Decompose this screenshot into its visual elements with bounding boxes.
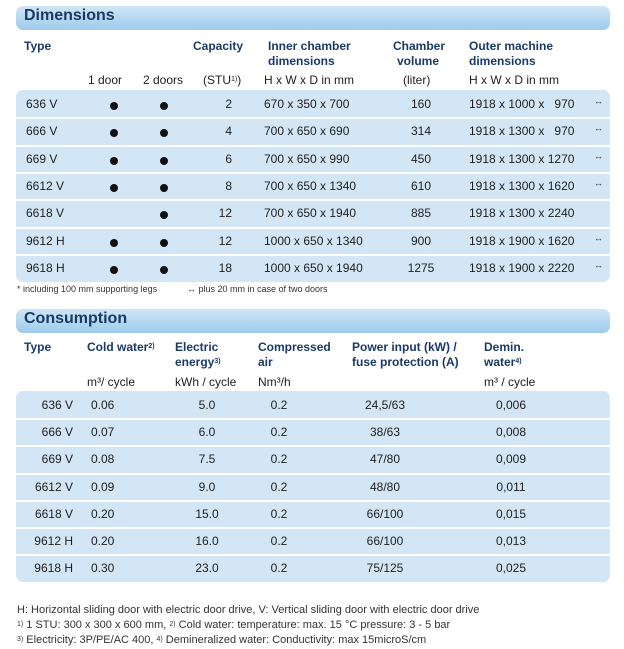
dim-cell-type: 669 V (26, 152, 58, 166)
con-cell-cold-water: 0.30 (91, 561, 115, 575)
one-door-dot-icon (110, 239, 118, 247)
dim-header-inner-2: dimensions (268, 54, 335, 68)
con-cell-demin: 0,011 (496, 480, 526, 494)
dim-cell-capacity: 18 (218, 261, 232, 275)
con-cell-air: 0.2 (270, 561, 288, 575)
con-cell-power: 24,5/63 (364, 398, 406, 412)
one-door-dot-icon (110, 129, 118, 137)
double-arrow-icon: ↔ (594, 260, 603, 270)
dim-cell-inner: 1000 x 650 x 1940 (264, 261, 363, 275)
dim-header-capacity: Capacity (193, 39, 244, 53)
con-cell-energy: 5.0 (198, 398, 216, 412)
con-cell-demin: 0,008 (495, 425, 527, 439)
con-header-demin-2: water$^{4)}$ (484, 355, 522, 369)
con-header-cold-water: Cold water$^{2)}$ (87, 340, 155, 354)
two-doors-dot-icon (160, 266, 168, 274)
dimensions-row (16, 146, 610, 171)
dim-cell-capacity: 12 (218, 234, 232, 248)
con-cell-cold-water: 0.20 (91, 534, 115, 548)
consumption-row (16, 555, 610, 580)
one-door-dot-icon (110, 157, 118, 165)
dim-header-outer-unit: H x W x D in mm (469, 73, 559, 87)
note-electricity-demin: $^{3)}$ Electricity: 3P/PE/AC 400, $^{4)}$ Demineralized water: Conductivity: max 15microS/cm (17, 634, 427, 646)
con-cell-air: 0.2 (270, 480, 288, 494)
dim-footnote-two-doors: ↔ plus 20 mm in case of two doors (187, 284, 328, 294)
consumption-row (16, 501, 610, 526)
con-cell-demin: 0,013 (495, 534, 527, 548)
dim-header-stu-unit: (STU$^{1)}$) (203, 73, 242, 87)
con-cell-energy: 16.0 (195, 534, 219, 548)
con-cell-type: 9612 H (34, 534, 73, 548)
con-cell-cold-water: 0.09 (91, 480, 115, 494)
double-arrow-icon: ↔ (594, 123, 603, 133)
dimensions-row (16, 91, 610, 116)
con-header-electric-2: energy$^{3)}$ (175, 355, 221, 369)
dim-header-one-door: 1 door (88, 73, 123, 87)
con-cell-power: 38/63 (369, 425, 401, 439)
con-header-power-1: Power input (kW) / (352, 340, 457, 354)
dim-cell-capacity: 4 (225, 124, 232, 138)
con-cell-cold-water: 0.06 (91, 398, 115, 412)
dim-cell-capacity: 2 (225, 97, 232, 111)
con-header-demin-1: Demin. (484, 340, 525, 354)
two-doors-dot-icon (160, 157, 168, 165)
dim-cell-volume: 314 (410, 124, 432, 138)
dim-cell-type: 666 V (26, 124, 58, 138)
dim-cell-volume: 1275 (407, 261, 435, 275)
consumption-row (16, 419, 610, 444)
dim-footnote-legs: * including 100 mm supporting legs (17, 284, 158, 294)
dim-cell-inner: 1000 x 650 x 1340 (264, 234, 363, 248)
con-cell-power: 47/80 (369, 452, 401, 466)
con-cell-demin: 0,015 (495, 507, 527, 521)
two-doors-dot-icon (160, 239, 168, 247)
con-cell-air: 0.2 (270, 452, 288, 466)
con-cell-air: 0.2 (270, 398, 288, 412)
dim-cell-volume: 885 (410, 206, 432, 220)
double-arrow-icon: ↔ (594, 233, 603, 243)
dim-cell-outer: 1918 x 1300 x 970 (469, 124, 575, 138)
con-cell-air: 0.2 (270, 507, 288, 521)
dim-cell-inner: 670 x 350 x 700 (264, 97, 350, 111)
con-header-air-2: air (258, 355, 273, 369)
consumption-header-bar (16, 309, 610, 333)
dim-cell-volume: 160 (410, 97, 432, 111)
consumption-row (16, 446, 610, 471)
con-cell-type: 636 V (41, 398, 73, 412)
dim-cell-outer: 1918 x 1000 x 970 (469, 97, 575, 111)
dim-header-outer-1: Outer machine (469, 39, 554, 53)
dim-cell-capacity: 6 (225, 152, 232, 166)
dim-cell-type: 636 V (26, 97, 58, 111)
dim-cell-capacity: 12 (218, 206, 232, 220)
dim-cell-inner: 700 x 650 x 1940 (264, 206, 357, 220)
con-cell-cold-water: 0.08 (91, 452, 115, 466)
dim-header-volume-unit: (liter) (403, 73, 431, 87)
dim-header-inner-1: Inner chamber (268, 39, 351, 53)
two-doors-dot-icon (160, 129, 168, 137)
con-cell-power: 66/100 (366, 507, 404, 521)
con-header-demin-unit: m³ / cycle (484, 375, 536, 389)
dim-cell-outer: 1918 x 1300 x 1270 (469, 152, 575, 166)
double-arrow-icon: ↔ (594, 151, 603, 161)
con-cell-cold-water: 0.20 (91, 507, 115, 521)
con-header-power-2: fuse protection (A) (352, 355, 459, 369)
dim-cell-type: 9612 H (26, 234, 65, 248)
dimensions-title: Dimensions (24, 7, 115, 24)
consumption-row (16, 474, 610, 499)
con-cell-air: 0.2 (270, 534, 288, 548)
con-header-type: Type (24, 340, 52, 354)
dim-header-two-doors: 2 doors (143, 73, 184, 87)
con-header-air-unit: Nm³/h (258, 375, 291, 389)
dim-cell-inner: 700 x 650 x 690 (264, 124, 350, 138)
dim-header-inner-unit: H x W x D in mm (264, 73, 354, 87)
dimensions-row (16, 173, 610, 198)
con-header-air-1: Compressed (258, 340, 331, 354)
dim-header-volume-2: volume (397, 54, 440, 68)
dim-cell-volume: 450 (410, 152, 432, 166)
con-header-cold-unit: m³/ cycle (87, 375, 135, 389)
dim-cell-inner: 700 x 650 x 1340 (264, 179, 357, 193)
con-cell-energy: 6.0 (198, 425, 216, 439)
consumption-title: Consumption (24, 310, 128, 327)
con-cell-demin: 0,025 (495, 561, 527, 575)
dim-cell-type: 9618 H (26, 261, 65, 275)
con-cell-power: 48/80 (369, 480, 401, 494)
dim-cell-capacity: 8 (225, 179, 232, 193)
con-header-electric-unit: kWh / cycle (175, 375, 237, 389)
two-doors-dot-icon (160, 211, 168, 219)
con-cell-type: 6618 V (34, 507, 73, 521)
con-cell-type: 9618 H (34, 561, 73, 575)
one-door-dot-icon (110, 102, 118, 110)
con-cell-type: 6612 V (34, 480, 73, 494)
con-cell-energy: 9.0 (198, 480, 216, 494)
note-stu-cold-water: $^{1)}$ 1 STU: 300 x 300 x 600 mm, $^{2)}$ Cold water: temperature: max. 15 °C pressure: 3 - 5 bar (17, 619, 451, 631)
dim-header-outer-2: dimensions (469, 54, 536, 68)
dimensions-row (16, 228, 610, 253)
con-cell-demin: 0,009 (495, 452, 527, 466)
dim-header-type: Type (24, 39, 52, 53)
con-header-electric-1: Electric (175, 340, 219, 354)
con-cell-energy: 23.0 (195, 561, 219, 575)
dim-cell-outer: 1918 x 1900 x 1620 (469, 234, 575, 248)
dim-cell-volume: 610 (410, 179, 432, 193)
consumption-row (16, 528, 610, 553)
one-door-dot-icon (110, 184, 118, 192)
con-cell-energy: 15.0 (195, 507, 219, 521)
dim-header-volume-1: Chamber (393, 39, 446, 53)
dimensions-row (16, 118, 610, 143)
dimensions-header-bar (16, 6, 610, 30)
dim-cell-outer: 1918 x 1300 x 2240 (469, 206, 575, 220)
dim-cell-inner: 700 x 650 x 990 (264, 152, 350, 166)
con-cell-demin: 0,006 (495, 398, 527, 412)
con-cell-power: 66/100 (366, 534, 404, 548)
con-cell-air: 0.2 (270, 425, 288, 439)
dim-cell-type: 6618 V (26, 206, 65, 220)
two-doors-dot-icon (160, 184, 168, 192)
one-door-dot-icon (110, 266, 118, 274)
dim-cell-type: 6612 V (26, 179, 65, 193)
con-cell-power: 75/125 (366, 561, 404, 575)
dim-cell-outer: 1918 x 1900 x 2220 (469, 261, 575, 275)
dimensions-row (16, 255, 610, 280)
con-cell-cold-water: 0.07 (91, 425, 115, 439)
two-doors-dot-icon (160, 102, 168, 110)
consumption-row (16, 392, 610, 417)
dim-cell-volume: 900 (410, 234, 432, 248)
con-cell-energy: 7.5 (198, 452, 216, 466)
dimensions-row (16, 200, 610, 225)
double-arrow-icon: ↔ (594, 96, 603, 106)
con-cell-type: 669 V (41, 452, 73, 466)
con-cell-type: 666 V (41, 425, 73, 439)
dim-cell-outer: 1918 x 1300 x 1620 (469, 179, 575, 193)
note-door-types: H: Horizontal sliding door with electric door drive, V: Vertical sliding door with electric door drive (17, 604, 480, 616)
double-arrow-icon: ↔ (594, 178, 603, 188)
